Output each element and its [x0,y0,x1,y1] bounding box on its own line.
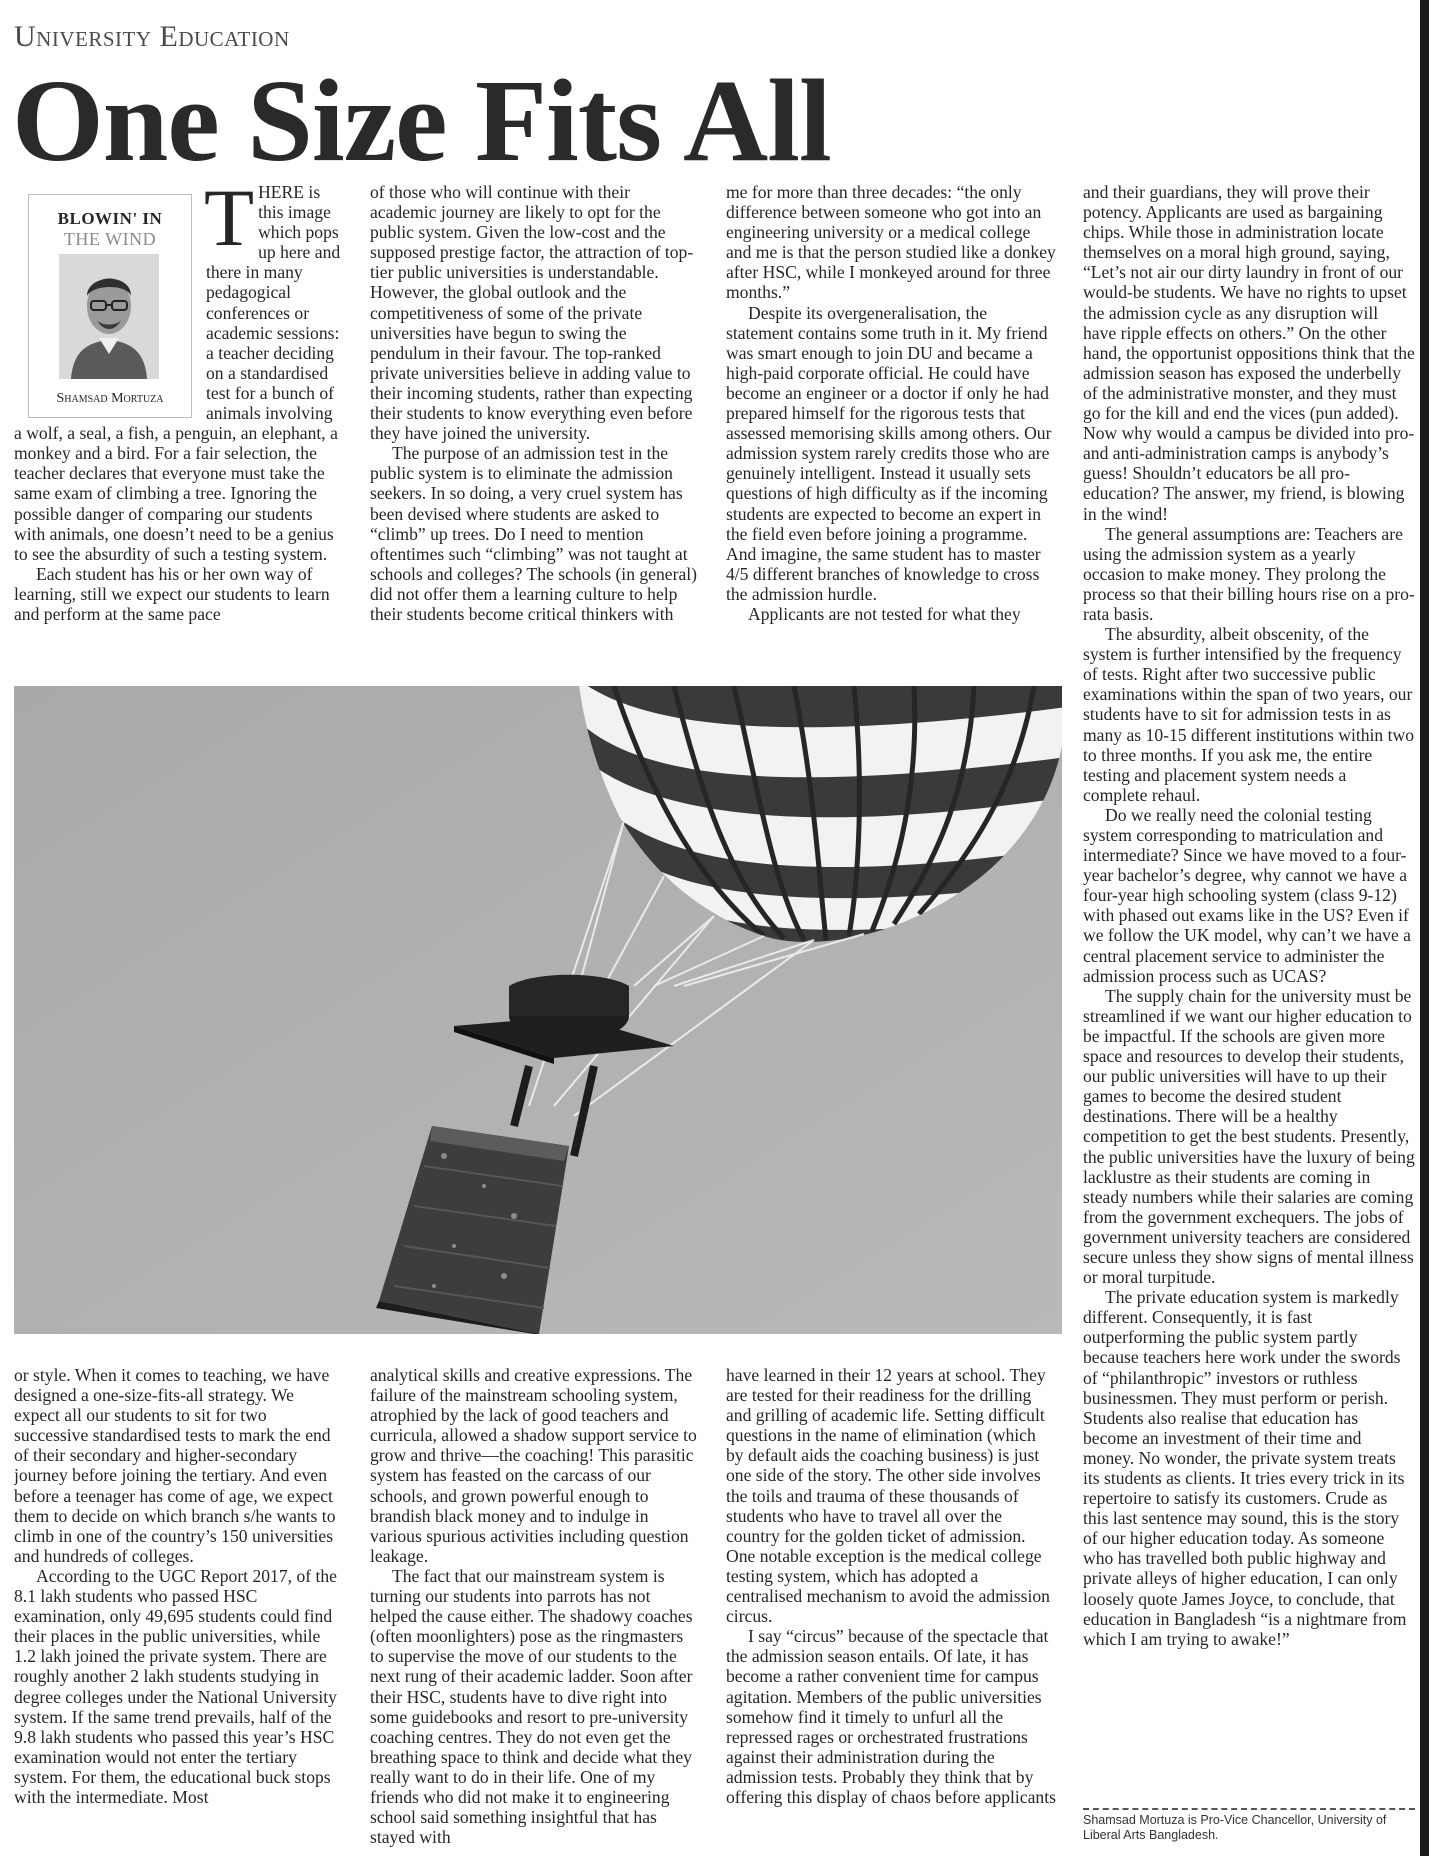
body-paragraph: analytical skills and creative expressions. The failure of the mainstream schooling system, atrophied by the lack of good teachers and curricula, allowed a shadow support service to grow and thrive—the coaching! This parasitic system has feasted on the carcass of our schools, and grown powerful enough to brandish black money and to indulge in various spurious activities including question leakage. [370,1365,697,1566]
column-title-line2: THE WIND [63,229,157,250]
body-paragraph: Do we really need the colonial testing system corresponding to matriculation and intermediate? Since we have moved to a four-year bachelor’s degree, why cannot we have a four-year high schooling system (class 9-12) with phased out exams like in the US? Even if we follow the UK model, why can’t we have a central placement service to administer the admission process such as UCAS? [1083,804,1411,986]
column-2-bottom [370,1365,700,1856]
body-paragraph: and their guardians, they will prove their potency. Applicants are used as bargaining chips. While those in administration locate themselves on a moral high ground, saying, “Let’s not air our dirty laundry in front of our would-be students. We have no rights to upset the admission cycle as any disruption will have ripple effects on others.” On the other hand, the opportunist oppositions think that the admission season has exposed the underbelly of the administrative monster, and they must go for the kill and end the vices (pun added). Now why would a campus be divided into pro- and anti-administration camps is anybody’s guess! Shouldn’t educators be all pro-education? The answer, my friend, is blowing in the wind! [1083,182,1415,524]
body-paragraph: I say “circus” because of the spectacle that the admission season entails. Of late, it has become a rather convenient time for campus agitation. Members of the public universities somehow find it timely to unfurl all the repressed rages or orchestrated frustrations against their administration during the admission tests. Probably they think that by offering this display of chaos before applicants [726,1626,1056,1807]
body-paragraph: The private education system is markedly different. Consequently, it is fast outperforming the public system partly because teachers here work under the swords of “philanthropic” investors or ruthless businessmen. They must perform or perish. Students also realise that education has become an investment of their time and money. No wonder, the private system treats its students as clients. It tries every trick in its repertoire to satisfy its customers. Crude as this last sentence may sound, this is the story of our higher education today. As someone who has travelled both public highway and private alleys of higher education, I can only loosely quote James Joyce, to conclude, that education in Bangladesh “is a nightmare from which I am trying to awake!” [1083,1287,1407,1649]
divider [1083,1808,1415,1810]
body-paragraph: or style. When it comes to teaching, we have designed a one-size-fits-all strategy. We expect all our students to sit for two successive standardised tests to mark the end of their secondary and higher-secondary journey before joining the tertiary. And even before a teenager has come of age, we expect them to decide on which branch s/he wants to climb in one of the country’s 150 universities and hundreds of colleges. [14,1365,336,1566]
body-paragraph: of those who will continue with their academic journey are likely to opt for the public system. Given the low-cost and the supposed prestige factor, the attraction of top-tier public universities is understandable. However, the global outlook and the competitiveness of some of the private universities have begun to swing the pendulum in their favour. The top-ranked private universities believe in adding value to their incoming students, rather than expecting their students to know everything even before they have joined the university. [370,182,694,444]
body-paragraph: The absurdity, albeit obscenity, of the system is further intensified by the frequency of tests. Right after two successive public examinations within the span of two years, our students have to sit for admission tests in as many as 10-15 different institutions within two to three months. If you ask me, the entire testing and placement system needs a complete rehaul. [1083,624,1414,805]
columnist-name: Shamsad Mortuza [56,391,164,406]
author-credit: Shamsad Mortuza is Pro-Vice Chancellor, University of Liberal Arts Bangladesh. [1083,1813,1387,1842]
body-paragraph: According to the UGC Report 2017, of the 8.1 lakh students who passed HSC examination, only 49,695 students could find their places in the public universities, while 1.2 lakh joined the private system. There are roughly another 2 lakh students studying in degree colleges under the National University system. If the same trend prevails, half of the 9.8 lakh students who passed this year’s HSC examination would not enter the tertiary system. For them, the educational buck stops with the intermediate. Most [14,1565,337,1807]
body-paragraph: Each student has his or her own way of learning, still we expect our students to learn and perform at the same pace [14,563,330,624]
page-edge-bar [1420,0,1429,1856]
body-paragraph: The purpose of an admission test in the public system is to eliminate the admission seekers. In so doing, a very cruel system has been devised where students are asked to “climb” up trees. Do I need to mention oftentimes such “climbing” was not taught at schools and colleges? The schools (in general) did not offer them a learning culture to help their students become critical thinkers with [370,443,698,624]
body-paragraph: Despite its overgeneralisation, the statement contains some truth in it. My friend was smart enough to join DU and became a high-paid corporate official. He could have become an engineer or a doctor if only he had prepared himself for the rigorous tests that assessed memorising skills among others. Our admission system rarely credits those who are genuinely intelligent. Instead it usually sets questions of high difficulty as if the incoming students are expected to become an expert in the field even before joining a programme. And imagine, the same student has to master 4/5 different branches of knowledge to cross the admission hurdle. [726,302,1052,604]
body-paragraph: have learned in their 12 years at school. They are tested for their readiness for the drilling and grilling of academic life. Setting difficult questions in the name of elimination (which by default aids the coaching business) is just one side of the story. The other side involves the toils and trauma of these thousands of students who have to travel all over the country for the golden ticket of admission. One notable exception is the medical college testing system, which has adopted a centralised mechanism to avoid the admission circus. [726,1365,1050,1627]
headline: One Size Fits All [12,55,831,186]
column-3-top [726,182,1056,674]
body-paragraph: The fact that our mainstream system is turning our students into parrots has not helped the cause either. The shadowy coaches (often moonlighters) pose as the ringmasters to supervise the move of our students to the next rung of their academic ladder. Soon after their HSC, students have to dive right into some guidebooks and resort to pre-university coaching centres. They do not even get the breathing space to think and decide what they really want to do in their life. One of my friends who did not make it to engineering school said something insightful that has stayed with [370,1565,693,1848]
hot-air-balloon-icon [14,686,1062,1334]
column-1-bottom [14,1365,344,1856]
body-paragraph: The general assumptions are: Teachers are using the admission system as a yearly occasion to make money. They prolong the process so that their billing hours rise on a pro-rata basis. [1083,523,1415,624]
columnist-box [28,194,192,418]
column-2-top [370,182,700,674]
column-1-top [14,182,344,674]
body-paragraph: me for more than three decades: “the only difference between someone who got into an engineering university or a medical college and me is that the person studied like a donkey after HSC, while I monkeyed around for three months.” [726,182,1056,303]
author-portrait-icon [59,254,159,379]
column-title-line1: BLOWIN' IN [57,209,163,228]
section-kicker: University Education [14,20,290,53]
body-paragraph: The supply chain for the university must be streamlined if we want our higher education to be impactful. If the schools are given more space and resources to develop their students, our public universities will have to up their games to become the desired student destinations. There will be a healthy competition to get the best students. Presently, the public universities have the luxury of being lacklustre as their students are coming in steady numbers while their salaries are coming from the government exchequers. The jobs of government university teachers are considered secure unless they show signs of mental illness or moral turpitude. [1083,985,1415,1288]
column-3-bottom [726,1365,1056,1856]
column-4 [1083,182,1415,1778]
body-paragraph: Applicants are not tested for what they [748,603,1021,624]
drop-cap: T [204,182,255,263]
body-paragraph: THERE is this image which pops up here and there in many pedagogical conferences or academic sessions: a teacher deciding on a standardised test for a bunch of animals involving a wolf, a seal, a fish, a penguin, an elephant, a monkey and a bird. For a fair selection, the teacher declares that everyone must take the same exam of climbing a tree. Ignoring the possible danger of comparing our students with animals, one doesn’t need to be a genius to see the absurdity of such a testing system. [14,182,341,564]
